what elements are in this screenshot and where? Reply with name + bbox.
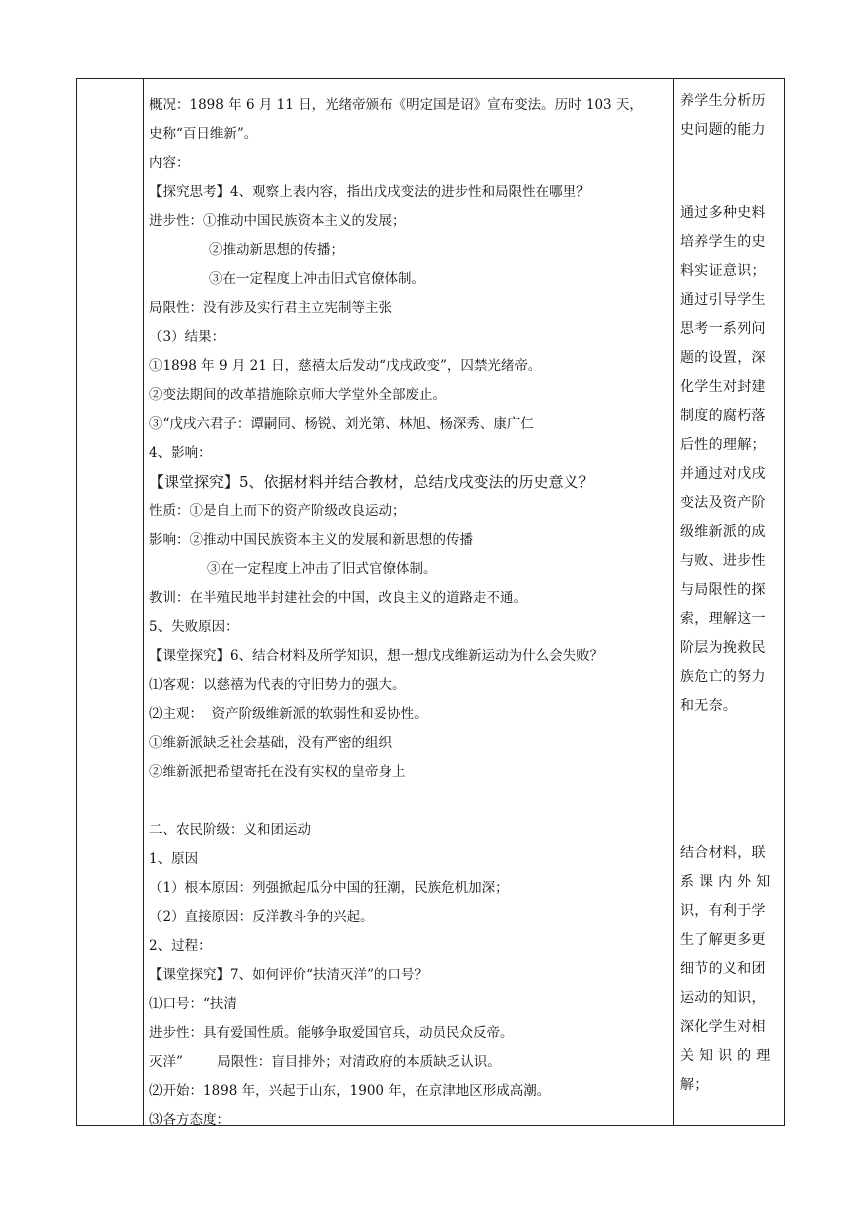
design-intent-line: 族危亡的努力 (680, 669, 766, 685)
content-line: ③在一定程度上冲击了旧式官僚体制。 (207, 561, 437, 577)
content-line: 2、过程： (149, 938, 212, 954)
design-intent-line: 深化学生对相 (680, 1019, 766, 1035)
content-line: 二、农民阶级：义和团运动 (149, 822, 311, 838)
content-line: ⑴口号：“扶清 (149, 996, 237, 1012)
content-line: 1、原因 (149, 851, 199, 867)
content-line: ⑵主观： 资产阶级维新派的软弱性和妥协性。 (149, 706, 428, 722)
content-line: ③在一定程度上冲击旧式官僚体制。 (209, 271, 425, 287)
design-intent-line: 与败、进步性 (680, 553, 766, 569)
content-line: 史称“百日维新”。 (149, 126, 258, 142)
content-line: 【课堂探究】6、结合材料及所学知识，想一想戊戌维新运动为什么会失败？ (149, 648, 604, 664)
design-intent-block-1 (680, 87, 782, 145)
design-intent-line: 料实证意识； (680, 263, 766, 279)
content-line: 局限性：没有涉及实行君主立宪制等主张 (149, 300, 392, 316)
design-intent-line: 化学生对封建 (680, 379, 766, 395)
design-intent-line: 与局限性的探 (680, 582, 766, 598)
teaching-content-column (149, 91, 673, 1135)
content-line: ①1898 年 9 月 21 日，慈禧太后发动“戊戌政变”，囚禁光绪帝。 (149, 358, 542, 374)
lesson-plan-table (76, 78, 785, 1126)
content-line: 内容： (149, 155, 190, 171)
content-line: ⑵开始：1898 年，兴起于山东，1900 年，在京津地区形成高潮。 (149, 1083, 551, 1099)
content-line: 概况：1898 年 6 月 11 日，光绪帝颁布《明定国是诏》宣布变法。历时 103 天， (149, 97, 643, 113)
content-line: ①维新派缺乏社会基础，没有严密的组织 (149, 735, 392, 751)
design-intent-line: 生了解更多更 (680, 932, 766, 948)
design-intent-line: 关 知 识 的 理 (680, 1048, 771, 1064)
content-line: 5、失败原因： (149, 619, 239, 635)
content-line: ②变法期间的改革措施除京师大学堂外全部废止。 (149, 387, 446, 403)
content-line: 4、影响： (149, 445, 212, 461)
content-line: 进步性：具有爱国性质。能够争取爱国官兵，动员民众反帝。 (149, 1025, 514, 1041)
content-line: ②推动新思想的传播； (209, 242, 344, 258)
design-intent-line: 解； (680, 1077, 709, 1093)
design-intent-block-3 (680, 839, 782, 1100)
content-line (149, 787, 673, 816)
content-line: ③“戊戌六君子：谭嗣同、杨锐、刘光第、林旭、杨深秀、康广仁 (149, 416, 534, 432)
content-line: （1）根本原因：列强掀起瓜分中国的狂潮，民族危机加深； (149, 880, 509, 896)
column-divider-left (143, 79, 144, 1125)
content-line: 影响：②推动中国民族资本主义的发展和新思想的传播 (149, 532, 473, 548)
content-line: 【探究思考】4、观察上表内容，指出戊戌变法的进步性和局限性在哪里？ (149, 184, 590, 200)
design-intent-line: 通过多种史料 (680, 205, 766, 221)
content-line: （2）直接原因：反洋教斗争的兴起。 (149, 909, 374, 925)
content-line: 【课堂探究】7、如何评价“扶清灭洋”的口号？ (149, 967, 428, 983)
content-line: 灭洋” 局限性：盲目排外；对清政府的本质缺乏认识。 (149, 1054, 501, 1070)
design-intent-line: 和无奈。 (680, 698, 738, 714)
content-line: 进步性：①推动中国民族资本主义的发展； (149, 213, 406, 229)
design-intent-line: 题的设置，深 (680, 350, 766, 366)
content-line: （3）结果： (149, 329, 226, 345)
design-intent-line: 索，理解这一 (680, 611, 766, 627)
design-intent-line: 系 课 内 外 知 (680, 874, 771, 890)
content-line: ⑴客观：以慈禧为代表的守旧势力的强大。 (149, 677, 406, 693)
content-line: ②维新派把希望寄托在没有实权的皇帝身上 (149, 764, 406, 780)
design-intent-line: 养学生分析历 (680, 93, 766, 109)
design-intent-line: 运动的知识， (680, 990, 766, 1006)
column-divider-right (673, 79, 674, 1125)
design-intent-line: 制度的腐朽落 (680, 408, 766, 424)
content-line: ⑶各方态度： (149, 1112, 230, 1128)
design-intent-line: 级维新派的成 (680, 524, 766, 540)
content-line: 教训：在半殖民地半封建社会的中国，改良主义的道路走不通。 (149, 590, 527, 606)
design-intent-line: 思考一系列问 (680, 321, 766, 337)
design-intent-line: 结合材料，联 (680, 845, 766, 861)
design-intent-line: 后性的理解； (680, 437, 766, 453)
design-intent-line: 识，有利于学 (680, 903, 766, 919)
design-intent-line: 变法及资产阶 (680, 495, 766, 511)
content-line: 性质：①是自上而下的资产阶级改良运动； (149, 503, 406, 519)
design-intent-line: 阶层为挽救民 (680, 640, 766, 656)
design-intent-line: 通过引导学生 (680, 292, 766, 308)
design-intent-block-2 (680, 199, 782, 721)
design-intent-line: 史问题的能力 (680, 122, 766, 138)
design-intent-line: 细节的义和团 (680, 961, 766, 977)
design-intent-line: 培养学生的史 (680, 234, 766, 250)
content-line: 【课堂探究】5、依据材料并结合教材，总结戊戌变法的历史意义？ (149, 473, 594, 491)
design-intent-line: 并通过对戊戌 (680, 466, 766, 482)
